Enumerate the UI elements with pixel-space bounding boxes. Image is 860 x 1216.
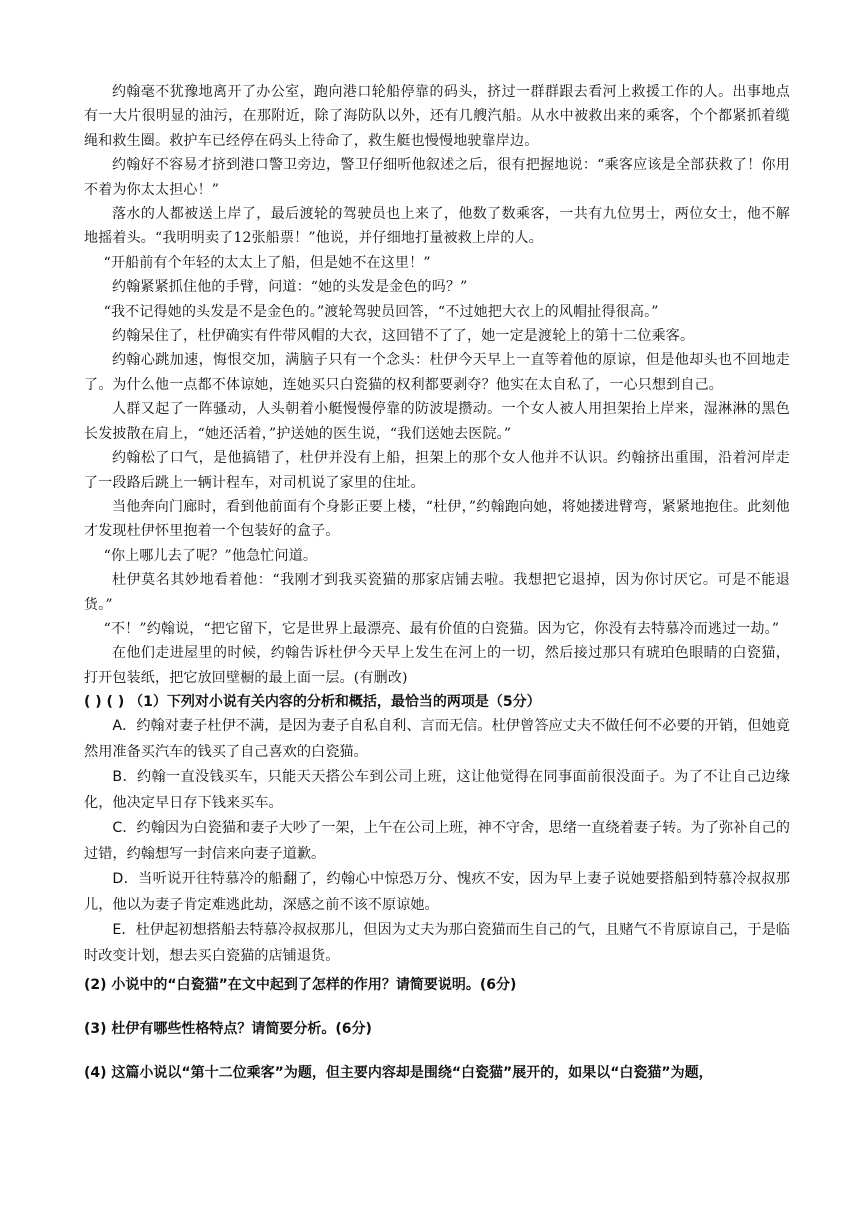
story-paragraph: 约翰好不容易才挤到港口警卫旁边，警卫仔细听他叙述之后，很有把握地说：“乘客应该是全部获救了！你用不着为你太太担心！” (84, 157, 790, 198)
question-4: (4) 这篇小说以“第十二位乘客”为题，但主要内容却是围绕“白瓷猫”展开的，如果以“白瓷猫”为题， (84, 1065, 713, 1082)
answer-blank-2[interactable]: ( ) (106, 694, 125, 711)
story-paragraph: 约翰松了口气，是他搞错了，杜伊并没有上船，担架上的那个女人他并不认识。约翰挤出重围，沿着河岸走了一段路后跳上一辆计程车，对司机说了家里的住址。 (84, 450, 790, 491)
story-paragraph: “我不记得她的头发是不是金色的。”渡轮驾驶员回答，“不过她把大衣上的风帽扯得很高。” (103, 303, 659, 320)
story-paragraph: 当他奔向门廊时，看到他前面有个身影正要上楼，“杜伊，”约翰跑向她，将她搂进臂弯，紧紧地抱住。此刻他才发现杜伊怀里抱着一个包装好的盒子。 (84, 498, 790, 540)
question-2: (2) 小说中的“白瓷猫”在文中起到了怎样的作用？请简要说明。(6分) (84, 977, 517, 994)
option-e: E．杜伊起初想搭船去特慕冷叔叔那儿，但因为丈夫为那白瓷猫而生自己的气，且赌气不肯原谅自己，于是临时改变计划，想去买白瓷猫的店铺退货。 (84, 922, 790, 964)
story-paragraph: 约翰心跳加速，悔恨交加，满脑子只有一个念头：杜伊今天早上一直等着他的原谅，但是他却头也不回地走了。为什么他一点都不体谅她，连她买只白瓷猫的权利都要剥夺？他实在太自私了，一心只想到自己。 (84, 352, 790, 393)
option-b: B．约翰一直没钱买车，只能天天搭公车到公司上班，这让他觉得在同事面前很没面子。为了不让自己边缘化，他决定早日存下钱来买车。 (84, 769, 790, 811)
story-paragraph: 人群又起了一阵骚动，人头朝着小艇慢慢停靠的防波堤攒动。一个女人被人用担架抬上岸来，湿淋淋的黑色长发披散在肩上，“她还活着，”护送她的医生说，“我们送她去医院。” (84, 401, 790, 442)
story-paragraph: 约翰紧紧抓住他的手臂，问道：“她的头发是金色的吗？” (112, 279, 468, 296)
option-d: D．当听说开往特慕冷的船翻了，约翰心中惊恐万分、愧疚不安，因为早上妻子说她要搭船到特慕冷叔叔那儿，他以为妻子肯定难逃此劫，深感之前不该不原谅她。 (84, 871, 790, 913)
story-paragraph: 落水的人都被送上岸了，最后渡轮的驾驶员也上来了，他数了数乘客，一共有九位男士，两位女士，他不解地摇着头。“我明明卖了12张船票！”他说，并仔细地打量被救上岸的人。 (84, 206, 790, 247)
answer-blank-1[interactable]: ( ) (84, 694, 102, 711)
story-paragraph: “开船前有个年轻的太太上了船，但是她不在这里！” (103, 254, 431, 271)
question-1-stem: （1）下列对小说有关内容的分析和概括，最恰当的两项是（5分） (129, 694, 541, 711)
story-paragraph: 杜伊莫名其妙地看着他：“我刚才到我买瓷猫的那家店铺去啦。我想把它退掉，因为你讨厌它。可是不能退货。” (84, 572, 790, 613)
reading-passage (84, 80, 790, 1085)
question-3: (3) 杜伊有哪些性格特点？请简要分析。(6分) (84, 1021, 372, 1038)
story-paragraph: “不！”约翰说，“把它留下，它是世界上最漂亮、最有价值的白瓷猫。因为它，你没有去特慕冷而逃过一劫。” (103, 620, 780, 637)
option-a: A．约翰对妻子杜伊不满，是因为妻子自私自利、言而无信。杜伊曾答应丈夫不做任何不必要的开销，但她竟然用准备买汽车的钱买了自己喜欢的白瓷猫。 (84, 718, 790, 760)
option-c: C．约翰因为白瓷猫和妻子大吵了一架，上午在公司上班，神不守舍，思绪一直绕着妻子转。为了弥补自己的过错，约翰想写一封信来向妻子道歉。 (84, 820, 790, 862)
story-paragraph: 约翰毫不犹豫地离开了办公室，跑向港口轮船停靠的码头，挤过一群群跟去看河上救援工作的人。出事地点有一大片很明显的油污，在那附近，除了海防队以外，还有几艘汽船。从水中被救出来的乘客，个个都紧抓着缆绳和救生圈。救护车已经停在码头上待命了，救生艇也慢慢地驶靠岸边。 (84, 84, 790, 149)
story-paragraph: 在他们走进屋里的时候，约翰告诉杜伊今天早上发生在河上的一切，然后接过那只有琥珀色眼睛的白瓷猫，打开包装纸，把它放回壁橱的最上面一层。(有删改) (84, 645, 790, 686)
story-paragraph: 约翰呆住了，杜伊确实有件带风帽的大衣，这回错不了了，她一定是渡轮上的第十二位乘客。 (112, 328, 695, 345)
story-paragraph: “你上哪儿去了呢？”他急忙问道。 (103, 547, 318, 564)
question-1 (84, 690, 790, 714)
